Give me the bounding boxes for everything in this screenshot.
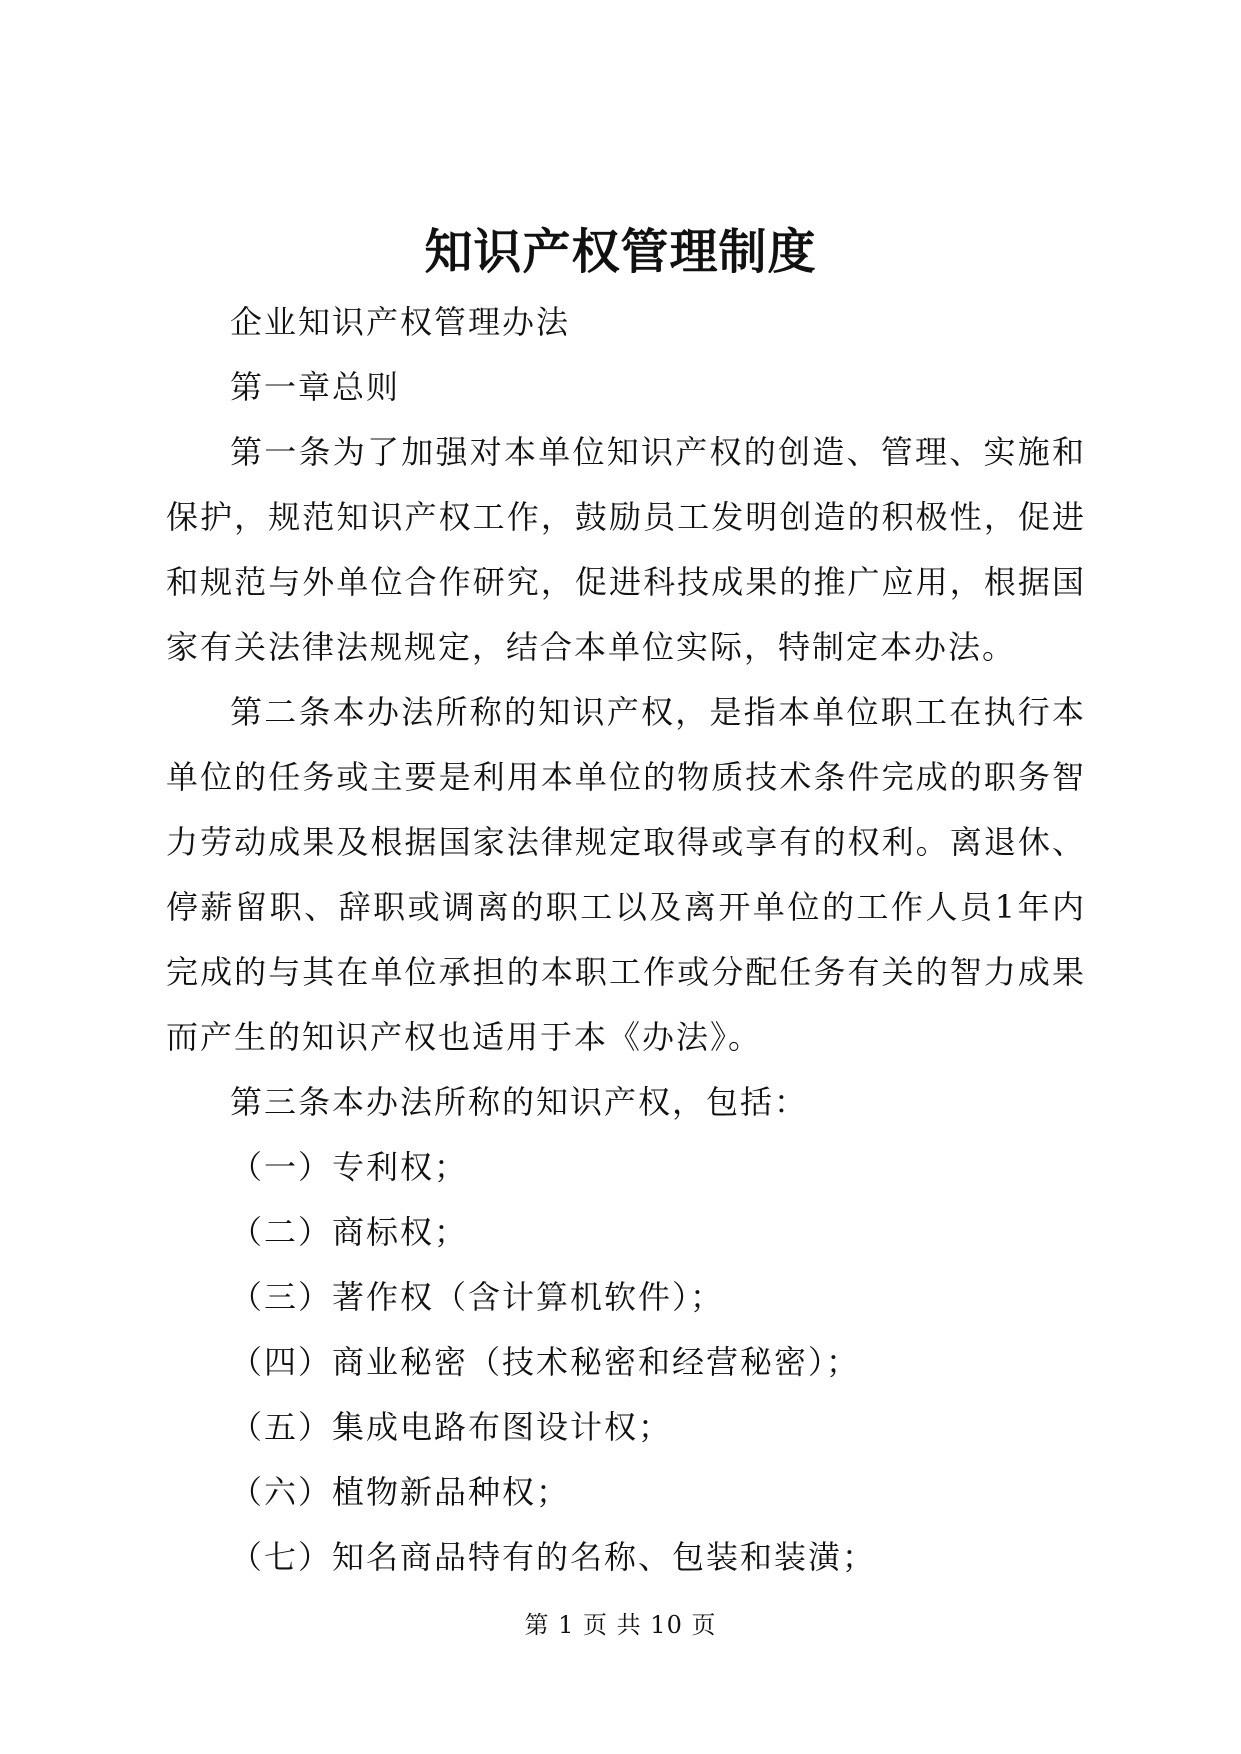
document-body <box>166 290 1086 1590</box>
list-item: （六）植物新品种权； <box>230 1473 571 1511</box>
article-1: 第一条为了加强对本单位知识产权的创造、管理、实施和保护，规范知识产权工作，鼓励员工发明创造的积极性，促进和规范与外单位合作研究，促进科技成果的推广应用，根据国家有关法律法规规定，结合本单位实际，特制定本办法。 <box>166 433 1086 666</box>
document-title: 知识产权管理制度 <box>424 224 817 280</box>
list-item: （七）知名商品特有的名称、包装和装潢； <box>230 1538 877 1576</box>
list-item: （一）专利权； <box>230 1148 469 1186</box>
list-item: （二）商标权； <box>230 1213 469 1251</box>
list-item: （五）集成电路布图设计权； <box>230 1408 673 1446</box>
page-number-footer: 第 1 页 共 10 页 <box>524 1611 717 1639</box>
list-item: （四）商业秘密（技术秘密和经营秘密）； <box>230 1343 861 1381</box>
article-2: 第二条本办法所称的知识产权，是指本单位职工在执行本单位的任务或主要是利用本单位的物质技术条件完成的职务智力劳动成果及根据国家法律规定取得或享有的权利。离退休、停薪留职、辞职或调离的职工以及离开单位的工作人员1年内完成的与其在单位承担的本职工作或分配任务有关的智力成果而产生的知识产权也适用于本《办法》。 <box>166 693 1086 1056</box>
chapter-heading: 第一章总则 <box>230 368 401 406</box>
article-3: 第三条本办法所称的知识产权，包括： <box>230 1083 809 1121</box>
list-item: （三）著作权（含计算机软件）； <box>230 1278 725 1316</box>
document-subtitle: 企业知识产权管理办法 <box>230 303 571 341</box>
